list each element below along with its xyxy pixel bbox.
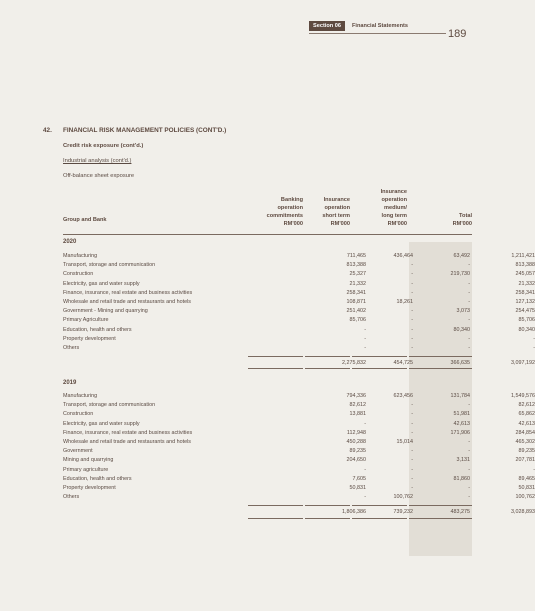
cell-value: 284,854: [515, 429, 535, 436]
cell-value: -: [533, 466, 535, 473]
cell-value: -: [468, 262, 470, 269]
row-label: Wholesale and retail trade and restaurants and hotels: [63, 439, 191, 445]
table-row: [63, 401, 535, 410]
cell-value: -: [468, 289, 470, 296]
cell-value: 13,881: [349, 411, 366, 418]
total-rule: [409, 505, 472, 506]
total-rule: [248, 505, 303, 506]
table-row: [63, 475, 535, 484]
cell-value: -: [411, 485, 413, 491]
cell-value: -: [411, 475, 413, 482]
cell-value: -: [411, 402, 413, 409]
row-label: Construction: [63, 411, 94, 418]
cell-value: 89,235: [518, 448, 535, 455]
total-value: 2,275,832: [342, 360, 366, 366]
cell-value: 51,981: [453, 411, 470, 418]
cell-value: 127,132: [515, 299, 535, 305]
cell-value: 89,235: [349, 448, 366, 455]
cell-value: -: [364, 345, 366, 351]
table-row: [63, 307, 535, 316]
cell-value: -: [468, 466, 470, 473]
page-number: 189: [448, 28, 467, 40]
cell-value: -: [364, 494, 366, 501]
cell-value: 207,781: [515, 457, 535, 464]
cell-value: -: [533, 345, 535, 351]
analysis-heading: Industrial analysis (cont'd.): [63, 158, 132, 164]
cell-value: -: [411, 326, 413, 333]
row-label: Construction: [63, 271, 94, 278]
cell-value: -: [411, 457, 413, 464]
note-subtitle: Credit risk exposure (cont'd.): [63, 143, 144, 149]
cell-value: 204,650: [346, 457, 366, 464]
cell-value: 100,762: [515, 494, 535, 501]
cell-value: 21,332: [518, 280, 535, 287]
row-label: Transport, storage and communication: [63, 402, 156, 409]
total-bottom-rule: [409, 518, 472, 519]
cell-value: 63,492: [453, 253, 470, 259]
total-rule: [352, 505, 407, 506]
table-row: [63, 447, 535, 456]
section-tag: Section 06: [309, 21, 345, 31]
total-rule: [352, 356, 407, 357]
total-bottom-rule: [248, 368, 303, 369]
cell-value: -: [411, 411, 413, 418]
row-label: Mining and quarrying: [63, 457, 114, 464]
total-rule: [409, 356, 472, 357]
table-row: [63, 484, 535, 493]
cell-value: 42,613: [518, 420, 535, 427]
cell-value: 112,948: [346, 429, 366, 436]
row-label: Government: [63, 448, 93, 455]
cell-value: -: [468, 335, 470, 342]
total-bottom-rule: [409, 368, 472, 369]
cell-value: -: [468, 448, 470, 455]
table-row: [63, 429, 535, 438]
cell-value: 3,073: [456, 308, 470, 315]
row-label: Primary agriculture: [63, 466, 109, 473]
cell-value: 15,014: [396, 439, 413, 445]
cell-value: -: [468, 402, 470, 409]
cell-value: 85,706: [349, 317, 366, 324]
cell-value: 171,906: [450, 429, 470, 436]
cell-value: 89,465: [518, 475, 535, 482]
cell-value: -: [411, 429, 413, 436]
total-row: [63, 359, 535, 368]
cell-value: -: [364, 466, 366, 473]
cell-value: 1,549,576: [511, 393, 535, 399]
cell-value: 80,340: [518, 326, 535, 333]
row-label: Finance, insurance, real estate and business activities: [63, 289, 193, 296]
total-value: 739,232: [393, 509, 413, 515]
col-insurance-long-term: Insurance operation medium/ long term RM'000: [380, 189, 407, 227]
cell-value: -: [468, 485, 470, 491]
cell-value: -: [411, 280, 413, 287]
total-value: 454,725: [393, 360, 413, 366]
cell-value: -: [533, 335, 535, 342]
cell-value: 813,388: [346, 262, 366, 269]
cell-value: 219,730: [450, 271, 470, 278]
row-label: Electricity, gas and water supply: [63, 420, 140, 427]
cell-value: 25,327: [349, 271, 366, 278]
total-bottom-rule: [305, 368, 350, 369]
cell-value: 7,605: [352, 475, 366, 482]
cell-value: -: [364, 335, 366, 342]
row-label: Manufacturing: [63, 253, 98, 259]
cell-value: -: [411, 262, 413, 269]
total-bottom-rule: [305, 518, 350, 519]
cell-value: 450,288: [346, 439, 366, 445]
cell-value: -: [411, 345, 413, 351]
cell-value: 50,831: [349, 485, 366, 491]
cell-value: 85,706: [518, 317, 535, 324]
row-label: Finance, insurance, real estate and business activities: [63, 429, 193, 436]
cell-value: 254,475: [515, 308, 535, 315]
group-and-bank-label: Group and Bank: [63, 217, 107, 223]
cell-value: 108,871: [346, 299, 366, 305]
cell-value: -: [411, 308, 413, 315]
row-label: Education, health and others: [63, 326, 132, 333]
row-label: Electricity, gas and water supply: [63, 280, 140, 287]
total-row: [63, 508, 535, 517]
header-bottom-rule: [63, 234, 472, 235]
cell-value: -: [468, 345, 470, 351]
total-rule: [248, 356, 303, 357]
cell-value: -: [364, 326, 366, 333]
cell-value: 251,402: [346, 308, 366, 315]
col-total: Total RM'000: [452, 213, 472, 227]
cell-value: -: [468, 439, 470, 445]
table-row: [63, 289, 535, 298]
cell-value: 711,465: [346, 253, 366, 259]
table-row: [63, 456, 535, 465]
row-label: Others: [63, 345, 80, 351]
cell-value: -: [411, 335, 413, 342]
row-label: Manufacturing: [63, 393, 98, 399]
table-row: [63, 344, 535, 353]
total-value: 366,635: [450, 360, 470, 366]
row-label: Primary Agriculture: [63, 317, 109, 324]
cell-value: -: [411, 289, 413, 296]
table-row: [63, 326, 535, 335]
cell-value: 82,612: [349, 402, 366, 409]
table-row: [63, 438, 535, 447]
row-label: Others: [63, 494, 80, 501]
cell-value: -: [468, 494, 470, 501]
total-value: 3,028,893: [511, 509, 535, 515]
cell-value: -: [411, 466, 413, 473]
cell-value: -: [411, 317, 413, 324]
row-label: Property development: [63, 485, 116, 491]
cell-value: 258,341: [346, 289, 366, 296]
header-rule: [309, 33, 446, 34]
total-value: 483,275: [450, 509, 470, 515]
cell-value: 794,336: [346, 393, 366, 399]
cell-value: 3,131: [456, 457, 470, 464]
col-insurance-short-term: Insurance operation short term RM'000: [322, 197, 350, 227]
total-bottom-rule: [248, 518, 303, 519]
cell-value: -: [468, 299, 470, 305]
cell-value: 18,261: [396, 299, 413, 305]
cell-value: -: [468, 280, 470, 287]
total-bottom-rule: [352, 368, 407, 369]
table-row: [63, 410, 535, 419]
page-header-band: [0, 0, 480, 28]
table-row: [63, 261, 535, 270]
exposure-heading: Off-balance sheet exposure: [63, 173, 135, 179]
cell-value: 465,302: [515, 439, 535, 445]
table-row: [63, 493, 535, 502]
cell-value: -: [364, 420, 366, 427]
row-label: Government - Mining and quarrying: [63, 308, 148, 315]
cell-value: 80,340: [453, 326, 470, 333]
note-title: FINANCIAL RISK MANAGEMENT POLICIES (CONT'D.): [63, 127, 227, 134]
cell-value: 82,612: [518, 402, 535, 409]
table-row: [63, 392, 535, 401]
table-row: [63, 280, 535, 289]
cell-value: 100,762: [393, 494, 413, 501]
cell-value: 50,831: [518, 485, 535, 491]
row-label: Property development: [63, 335, 116, 342]
section-title: Financial Statements: [352, 23, 408, 29]
cell-value: 131,784: [450, 393, 470, 399]
cell-value: -: [411, 271, 413, 278]
cell-value: 623,456: [393, 393, 413, 399]
total-bottom-rule: [352, 518, 407, 519]
table-row: [63, 298, 535, 307]
cell-value: 813,388: [515, 262, 535, 269]
cell-value: 245,057: [515, 271, 535, 278]
total-value: 1,806,386: [342, 509, 366, 515]
cell-value: 258,341: [515, 289, 535, 296]
table-row: [63, 270, 535, 279]
col-banking-commitments: Banking operation commitments RM'000: [266, 197, 303, 227]
cell-value: -: [411, 448, 413, 455]
table-row: [63, 252, 535, 261]
table-row: [63, 420, 535, 429]
cell-value: 42,613: [453, 420, 470, 427]
table-row: [63, 316, 535, 325]
cell-value: 65,862: [518, 411, 535, 418]
cell-value: 436,464: [393, 253, 413, 259]
total-rule: [305, 356, 350, 357]
table-row: [63, 466, 535, 475]
table-row: [63, 335, 535, 344]
row-label: Transport, storage and communication: [63, 262, 156, 269]
total-rule: [305, 505, 350, 506]
year-heading: 2019: [63, 380, 77, 386]
cell-value: -: [411, 420, 413, 427]
total-value: 3,097,192: [511, 360, 535, 366]
row-label: Wholesale and retail trade and restaurants and hotels: [63, 299, 191, 305]
cell-value: 21,332: [349, 280, 366, 287]
note-number: 42.: [43, 127, 52, 134]
cell-value: 81,860: [453, 475, 470, 482]
cell-value: -: [468, 317, 470, 324]
year-heading: 2020: [63, 239, 77, 245]
row-label: Education, health and others: [63, 475, 132, 482]
cell-value: 1,211,421: [511, 253, 535, 259]
